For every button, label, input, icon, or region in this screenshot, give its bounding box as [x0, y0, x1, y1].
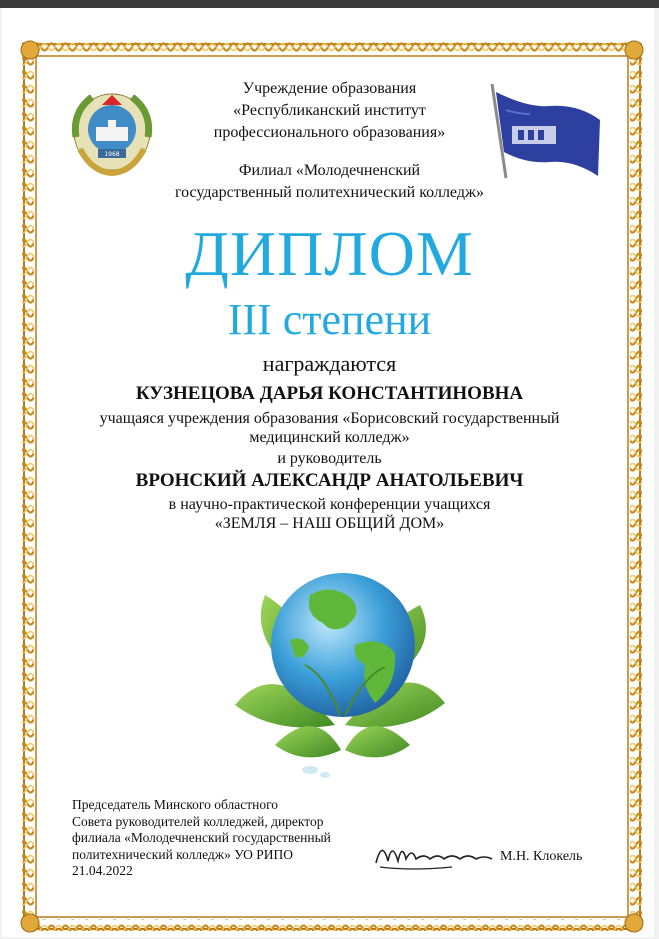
conference-text — [0, 495, 659, 533]
awarded-text: награждаются — [262, 351, 397, 376]
institution-line: профессионального образования» — [213, 124, 446, 141]
institution-line: Учреждение образования — [242, 80, 417, 97]
student-name: КУЗНЕЦОВА ДАРЬЯ КОНСТАНТИНОВНА — [135, 383, 524, 404]
diploma-degree: III степени — [227, 295, 432, 344]
signer-block — [72, 797, 402, 880]
emblem-year: 1968 — [104, 151, 120, 158]
institution-header — [0, 78, 659, 144]
signer-line: Совета руководителей колледжей, директор — [72, 813, 324, 829]
conference-title: «ЗЕМЛЯ – НАШ ОБЩИЙ ДОМ» — [214, 515, 445, 532]
supervisor-name: ВРОНСКИЙ АЛЕКСАНДР АНАТОЛЬЕВИЧ — [135, 470, 524, 491]
signer-line: Председатель Минского областного — [72, 797, 279, 812]
signer-line: филиала «Молодечненский государственный — [72, 830, 331, 845]
signer-date: 21.04.2022 — [72, 863, 133, 878]
student-description — [0, 409, 659, 447]
branch-header — [0, 160, 659, 204]
handwritten-signature-icon — [372, 833, 496, 873]
globe-with-leaves-icon — [205, 535, 475, 785]
signer-line: политехнический колледж» УО РИПО — [72, 846, 293, 862]
branch-line: Филиал «Молодечненский — [238, 162, 421, 179]
conference-line: в научно-практической конференции учащихся — [168, 496, 491, 513]
student-description-line: медицинский колледж» — [249, 429, 410, 446]
and-supervisor-text: и руководитель — [277, 450, 382, 467]
diploma-title: ДИПЛОМ — [185, 218, 474, 289]
branch-line: государственный политехнический колледж» — [174, 184, 485, 201]
student-description-line: учащаяся учреждения образования «Борисовский государственный — [99, 410, 560, 427]
signer-name: М.Н. Клокель — [500, 849, 583, 864]
institution-line: «Республиканский институт — [233, 102, 426, 119]
